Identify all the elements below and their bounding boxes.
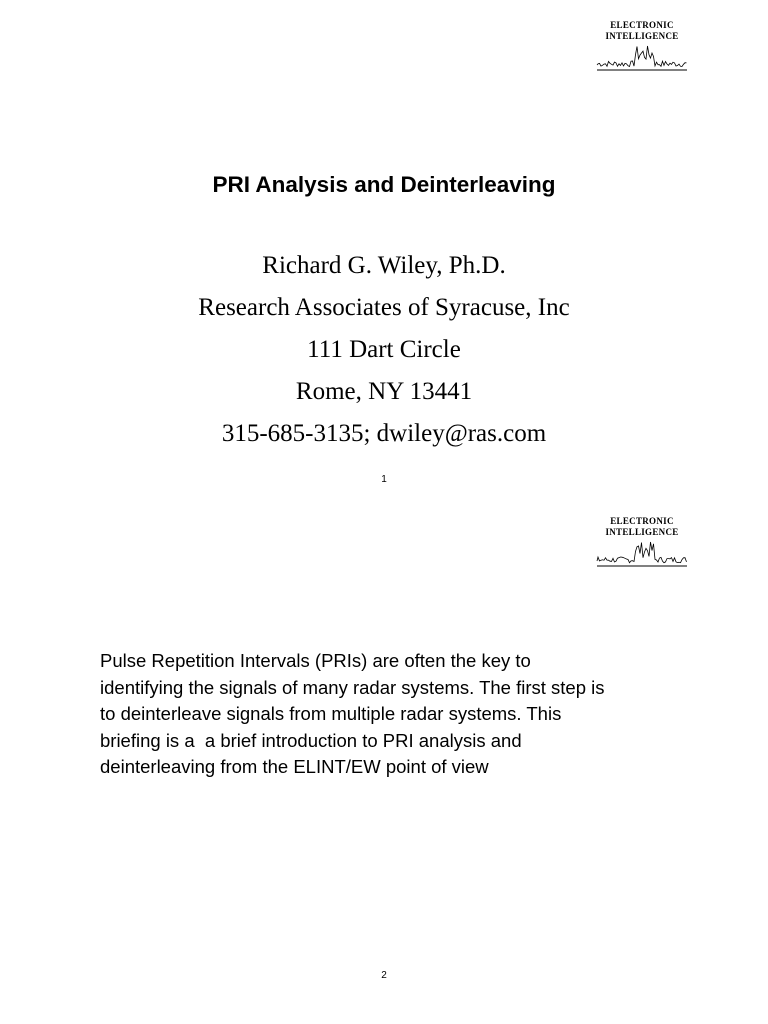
body-line: identifying the signals of many radar systems. The first step is — [100, 676, 605, 698]
signal-trace-icon — [596, 43, 688, 73]
logo-line-2: INTELLIGENCE — [605, 527, 679, 537]
body-line: Pulse Repetition Intervals (PRIs) are often the key to — [100, 650, 531, 671]
author-contact: 315-685-3135; dwiley@ras.com — [221, 420, 547, 447]
page-title: PRI Analysis and Deinterleaving — [212, 172, 556, 197]
slide-1 — [0, 0, 768, 500]
body-line: to deinterleave signals from multiple radar systems. This — [100, 703, 562, 724]
author-block — [0, 245, 768, 455]
elint-logo — [596, 516, 688, 569]
author-name: Richard G. Wiley, Ph.D. — [262, 252, 506, 279]
logo-line-1: ELECTRONIC — [610, 516, 674, 526]
page-number: 2 — [381, 970, 387, 981]
slide-2 — [0, 500, 768, 1024]
logo-line-1: ELECTRONIC — [610, 20, 674, 30]
page-number: 1 — [381, 474, 387, 485]
signal-trace-icon — [596, 539, 688, 569]
author-organization: Research Associates of Syracuse, Inc — [198, 294, 570, 321]
body-line: briefing is a a brief introduction to PRI analysis and — [100, 729, 522, 751]
author-street: 111 Dart Circle — [307, 336, 461, 363]
author-city: Rome, NY 13441 — [295, 378, 473, 405]
body-paragraph — [100, 648, 720, 781]
logo-line-2: INTELLIGENCE — [605, 31, 679, 41]
body-line: deinterleaving from the ELINT/EW point of view — [100, 756, 489, 777]
elint-logo — [596, 20, 688, 73]
